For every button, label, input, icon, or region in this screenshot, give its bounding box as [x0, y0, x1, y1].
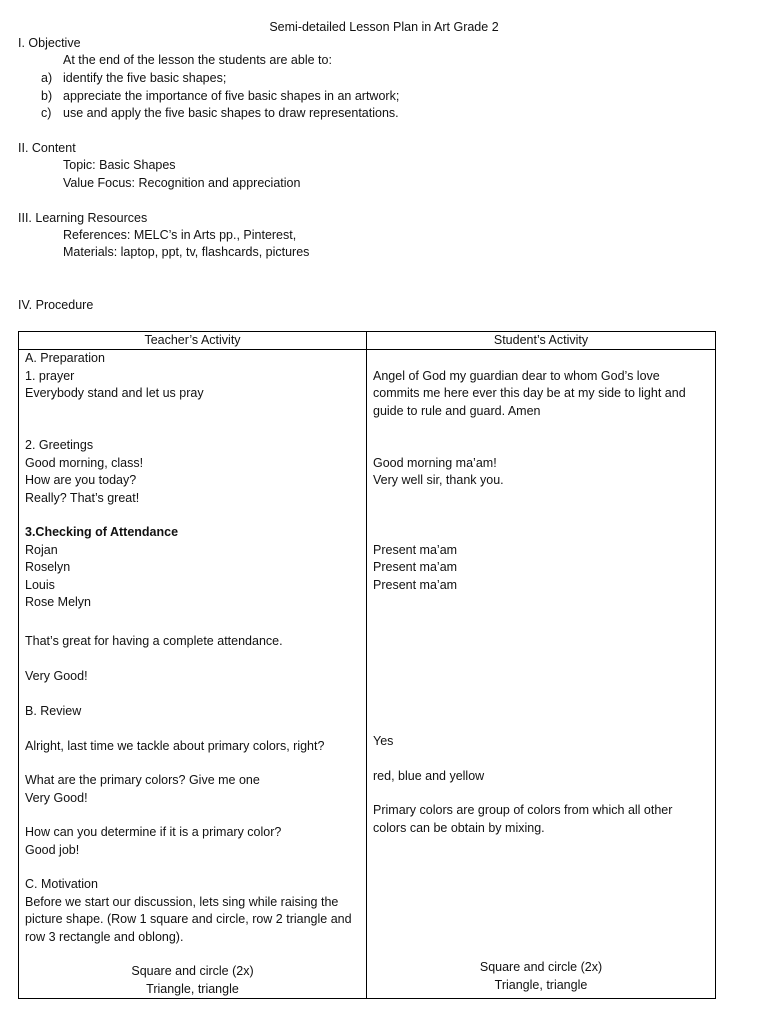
- review-heading: B. Review: [25, 703, 82, 718]
- present-response: Present ma’am: [373, 542, 458, 557]
- definition-line: Primary colors are group of colors from which all other: [373, 803, 673, 817]
- greetings-label: 2. Greetings: [25, 438, 94, 452]
- preparation-heading: A. Preparation: [25, 351, 105, 365]
- student-name: Rojan: [25, 542, 58, 557]
- student-activity-header: Student’s Activity: [367, 332, 716, 350]
- song-response-line: Square and circle (2x): [479, 960, 603, 974]
- teacher-really: Really? That’s great!: [25, 490, 140, 505]
- teacher-activity-cell: [19, 350, 367, 999]
- student-activity-cell: [367, 350, 716, 999]
- very-good-remark: Very Good!: [25, 669, 88, 683]
- motivation-text-line: row 3 rectangle and oblong).: [25, 929, 184, 944]
- objective-marker-a: a): [41, 71, 53, 85]
- yes-response: Yes: [373, 734, 394, 748]
- attendance-heading: 3.Checking of Attendance: [25, 525, 179, 539]
- student-name: Roselyn: [25, 560, 71, 574]
- song-line: Square and circle (2x): [131, 964, 254, 978]
- student-very-well: Very well sir, thank you.: [373, 473, 504, 487]
- objective-marker-b: b): [41, 89, 53, 103]
- objective-intro: At the end of the lesson the students are able to:: [63, 53, 332, 67]
- table-body-row: [19, 350, 716, 999]
- teacher-how-are-you: How are you today?: [25, 473, 137, 487]
- good-job-remark: Good job!: [25, 842, 80, 857]
- student-name: Rose Melyn: [25, 595, 91, 609]
- resources-materials: Materials: laptop, ppt, tv, flashcards, pictures: [63, 245, 310, 259]
- prayer-text-line: guide to rule and guard. Amen: [373, 403, 541, 418]
- review-question-1: Alright, last time we tackle about primary colors, right?: [25, 738, 325, 753]
- colors-response: red, blue and yellow: [373, 769, 485, 783]
- complete-attendance-remark: That’s great for having a complete attendance.: [25, 634, 283, 648]
- content-heading: II. Content: [18, 141, 76, 155]
- present-response: Present ma’am: [373, 577, 458, 592]
- content-topic: Topic: Basic Shapes: [63, 158, 176, 172]
- very-good-remark-2: Very Good!: [25, 790, 88, 805]
- table-header-row: [19, 332, 716, 350]
- prayer-text-line: commits me here ever this day be at my side to light and: [373, 386, 686, 400]
- motivation-heading: C. Motivation: [25, 877, 98, 891]
- objective-item-a: identify the five basic shapes;: [63, 71, 227, 85]
- teacher-activity-header: Teacher’s Activity: [19, 332, 367, 350]
- objective-item-b: appreciate the importance of five basic shapes in an artwork;: [63, 89, 400, 103]
- resources-references: References: MELC’s in Arts pp., Pinterest,: [63, 228, 297, 242]
- definition-line: colors can be obtain by mixing.: [373, 820, 545, 835]
- student-good-morning: Good morning ma’am!: [373, 455, 497, 470]
- procedure-table: [18, 331, 716, 999]
- student-name: Louis: [25, 577, 55, 592]
- content-value-focus: Value Focus: Recognition and appreciation: [63, 176, 301, 190]
- stand-instruction: Everybody stand and let us pray: [25, 386, 204, 400]
- objective-item-c: use and apply the five basic shapes to draw representations.: [63, 106, 399, 120]
- motivation-text-line: Before we start our discussion, lets sing while raising the: [25, 894, 339, 909]
- teacher-good-morning: Good morning, class!: [25, 455, 144, 470]
- review-question-3: How can you determine if it is a primary color?: [25, 825, 282, 839]
- resources-heading: III. Learning Resources: [18, 211, 148, 225]
- procedure-heading: IV. Procedure: [18, 298, 94, 312]
- present-response: Present ma’am: [373, 560, 458, 574]
- motivation-text-line: picture shape. (Row 1 square and circle, row 2 triangle and: [25, 912, 352, 926]
- objective-heading: I. Objective: [18, 36, 81, 50]
- song-line: Triangle, triangle: [146, 981, 239, 996]
- prayer-label: 1. prayer: [25, 368, 75, 383]
- document-title: Semi-detailed Lesson Plan in Art Grade 2: [269, 20, 499, 34]
- review-question-2: What are the primary colors? Give me one: [25, 773, 260, 787]
- prayer-text-line: Angel of God my guardian dear to whom God’s love: [373, 368, 660, 383]
- objective-marker-c: c): [41, 106, 52, 120]
- song-response-line: Triangle, triangle: [494, 977, 588, 992]
